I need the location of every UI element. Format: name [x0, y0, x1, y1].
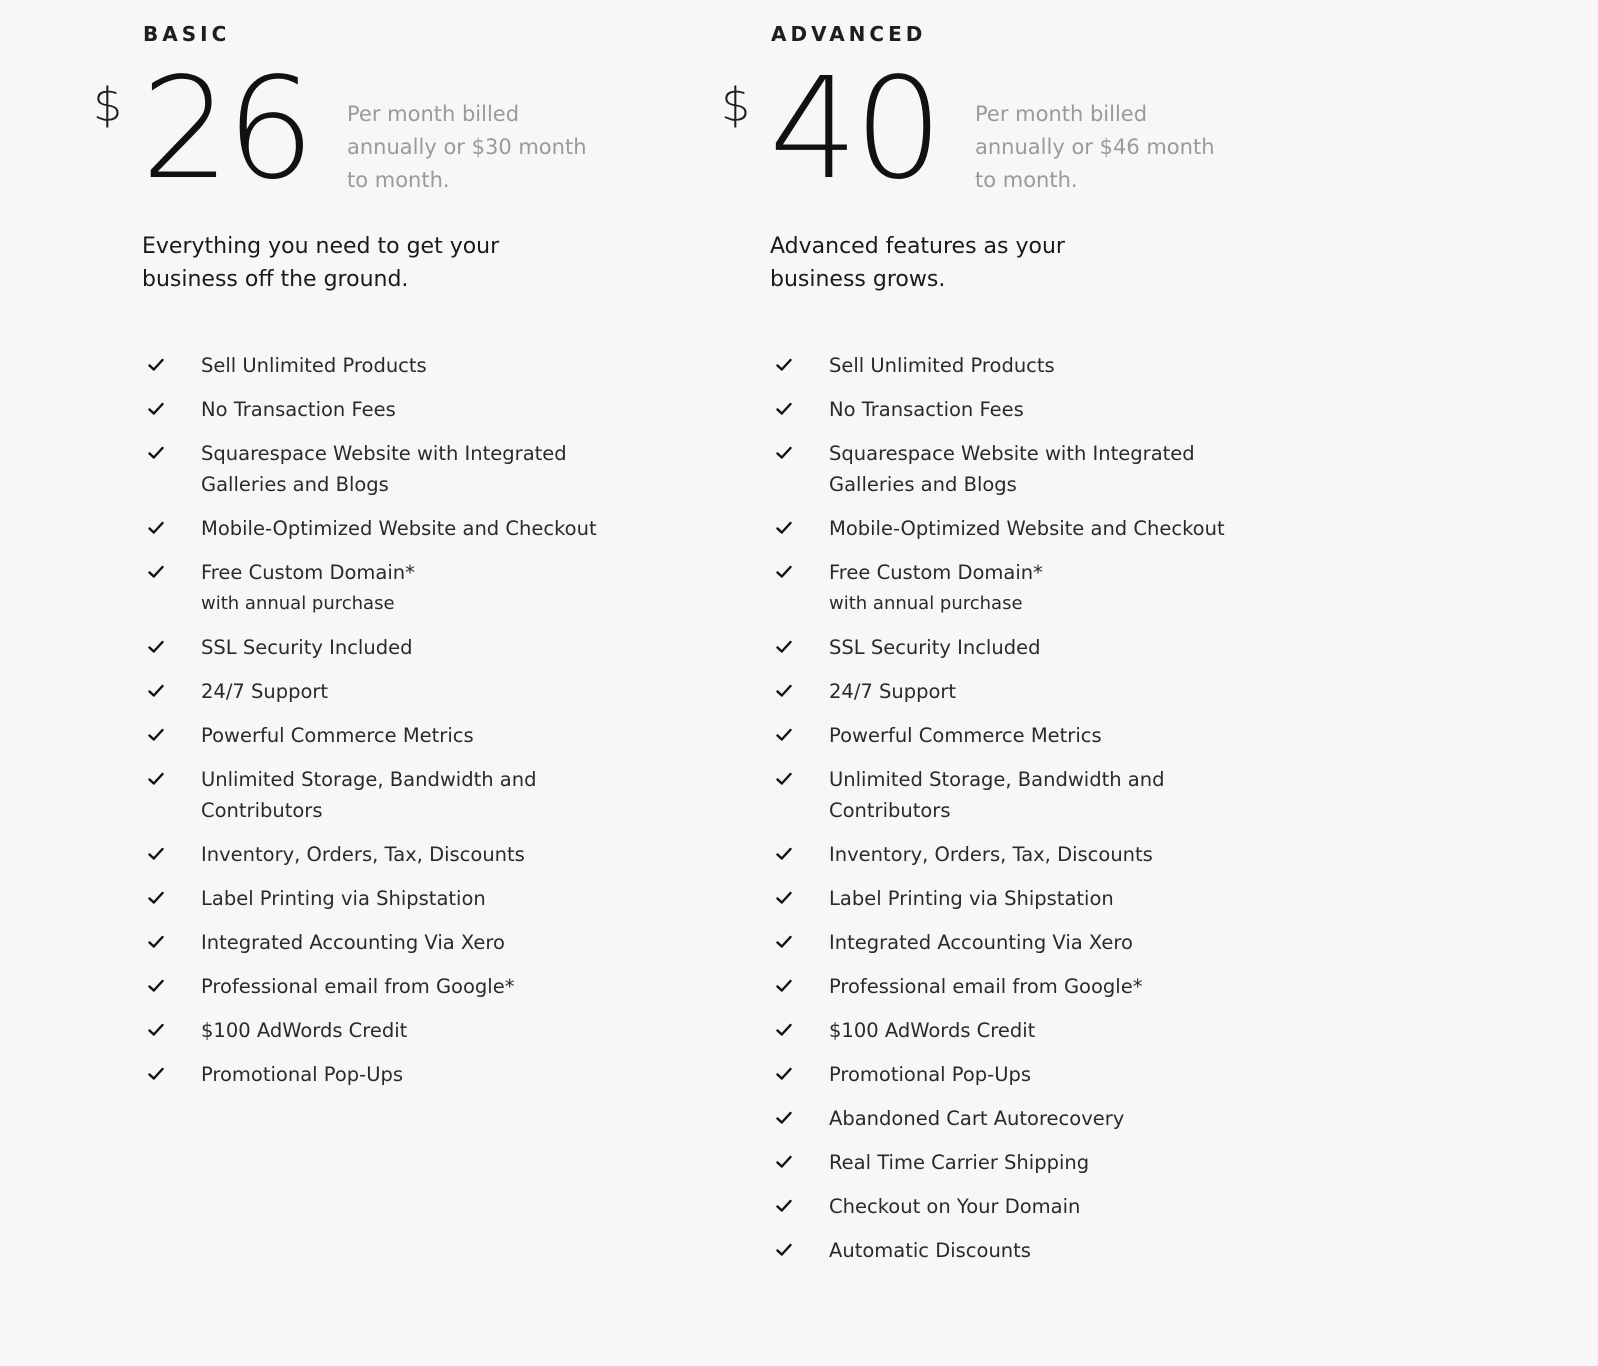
check-icon: [776, 1155, 792, 1169]
feature-text: No Transaction Fees: [829, 398, 1024, 421]
check-icon: [776, 521, 792, 535]
feature-item: [776, 1235, 1276, 1266]
check-icon: [148, 935, 164, 949]
feature-text: Integrated Accounting Via Xero: [201, 931, 505, 954]
check-icon: [776, 402, 792, 416]
feature-item: [776, 1191, 1276, 1222]
check-icon: [776, 847, 792, 861]
plan-tagline: Advanced features as your business grows.: [770, 234, 1065, 292]
check-icon: [776, 358, 792, 372]
feature-item: [148, 394, 648, 425]
feature-text: Powerful Commerce Metrics: [829, 724, 1102, 747]
check-icon: [148, 1067, 164, 1081]
feature-text: Squarespace Website with Integrated Galleries and Blogs: [829, 442, 1195, 496]
feature-text: Professional email from Google*: [201, 975, 515, 998]
feature-text: $100 AdWords Credit: [829, 1019, 1036, 1042]
check-icon: [776, 1243, 792, 1257]
feature-text: Abandoned Cart Autorecovery: [829, 1107, 1125, 1130]
feature-text: Label Printing via Shipstation: [829, 887, 1114, 910]
check-icon: [148, 772, 164, 786]
feature-item: [148, 513, 648, 544]
feature-item: [776, 720, 1276, 751]
feature-item: [148, 883, 648, 914]
feature-text: Label Printing via Shipstation: [201, 887, 486, 910]
feature-item: [776, 1147, 1276, 1178]
feature-list: [776, 350, 1276, 1279]
feature-text: Free Custom Domain*: [201, 561, 415, 584]
feature-text: Squarespace Website with Integrated Galleries and Blogs: [201, 442, 567, 496]
feature-item: [148, 676, 648, 707]
check-icon: [776, 1067, 792, 1081]
feature-subtext: with annual purchase: [201, 593, 395, 614]
check-icon: [148, 1023, 164, 1037]
check-icon: [148, 847, 164, 861]
feature-item: [776, 1103, 1276, 1134]
feature-item: [776, 927, 1276, 958]
feature-item: [148, 927, 648, 958]
currency-symbol: $: [93, 78, 123, 132]
feature-text: Real Time Carrier Shipping: [829, 1151, 1090, 1174]
check-icon: [776, 979, 792, 993]
feature-text: Promotional Pop-Ups: [829, 1063, 1031, 1086]
feature-item: [148, 1015, 648, 1046]
check-icon: [776, 565, 792, 579]
plan-name: BASIC: [143, 22, 231, 46]
check-icon: [148, 728, 164, 742]
feature-item: [148, 839, 648, 870]
feature-text: No Transaction Fees: [201, 398, 396, 421]
feature-item: [148, 557, 648, 619]
feature-item: [148, 720, 648, 751]
feature-text: Unlimited Storage, Bandwidth and Contributors: [201, 768, 537, 822]
feature-item: [776, 632, 1276, 663]
feature-text: Professional email from Google*: [829, 975, 1143, 998]
feature-item: [776, 971, 1276, 1002]
check-icon: [776, 1199, 792, 1213]
check-icon: [776, 935, 792, 949]
check-icon: [776, 728, 792, 742]
feature-text: Powerful Commerce Metrics: [201, 724, 474, 747]
feature-item: [148, 438, 648, 500]
check-icon: [776, 640, 792, 654]
feature-text: Sell Unlimited Products: [201, 354, 427, 377]
check-icon: [148, 521, 164, 535]
feature-item: [776, 1015, 1276, 1046]
billing-note: Per month billed annually or $30 month to month.: [347, 102, 587, 192]
feature-text: Inventory, Orders, Tax, Discounts: [201, 843, 525, 866]
check-icon: [776, 891, 792, 905]
check-icon: [148, 565, 164, 579]
feature-subtext: with annual purchase: [829, 593, 1023, 614]
plan-name: ADVANCED: [771, 22, 927, 46]
feature-text: $100 AdWords Credit: [201, 1019, 408, 1042]
feature-text: 24/7 Support: [201, 680, 329, 703]
billing-note: Per month billed annually or $46 month to month.: [975, 102, 1215, 192]
plan-tagline: Everything you need to get your business off the ground.: [142, 234, 500, 292]
feature-item: [776, 764, 1276, 826]
check-icon: [776, 684, 792, 698]
check-icon: [148, 358, 164, 372]
check-icon: [776, 1023, 792, 1037]
feature-item: [148, 350, 648, 381]
feature-text: Checkout on Your Domain: [829, 1195, 1081, 1218]
feature-item: [148, 971, 648, 1002]
feature-item: [776, 676, 1276, 707]
feature-item: [776, 438, 1276, 500]
feature-text: Free Custom Domain*: [829, 561, 1043, 584]
feature-item: [776, 839, 1276, 870]
feature-text: Integrated Accounting Via Xero: [829, 931, 1133, 954]
feature-item: [776, 557, 1276, 619]
check-icon: [148, 446, 164, 460]
feature-item: [148, 764, 648, 826]
feature-text: Mobile-Optimized Website and Checkout: [829, 517, 1225, 540]
check-icon: [148, 979, 164, 993]
feature-text: Automatic Discounts: [829, 1239, 1031, 1262]
feature-text: Promotional Pop-Ups: [201, 1063, 403, 1086]
check-icon: [776, 772, 792, 786]
feature-list: [148, 350, 648, 1103]
feature-text: Unlimited Storage, Bandwidth and Contributors: [829, 768, 1165, 822]
feature-item: [776, 350, 1276, 381]
check-icon: [148, 640, 164, 654]
feature-text: 24/7 Support: [829, 680, 957, 703]
feature-text: SSL Security Included: [201, 636, 413, 659]
feature-text: SSL Security Included: [829, 636, 1041, 659]
feature-item: [776, 513, 1276, 544]
check-icon: [776, 1111, 792, 1125]
feature-item: [148, 632, 648, 663]
feature-text: Inventory, Orders, Tax, Discounts: [829, 843, 1153, 866]
price-amount: 26: [141, 48, 312, 211]
price-amount: 40: [769, 48, 940, 211]
feature-item: [776, 394, 1276, 425]
check-icon: [776, 446, 792, 460]
feature-item: [776, 883, 1276, 914]
feature-item: [148, 1059, 648, 1090]
feature-text: Mobile-Optimized Website and Checkout: [201, 517, 597, 540]
currency-symbol: $: [721, 78, 751, 132]
check-icon: [148, 684, 164, 698]
feature-item: [776, 1059, 1276, 1090]
feature-text: Sell Unlimited Products: [829, 354, 1055, 377]
check-icon: [148, 891, 164, 905]
check-icon: [148, 402, 164, 416]
